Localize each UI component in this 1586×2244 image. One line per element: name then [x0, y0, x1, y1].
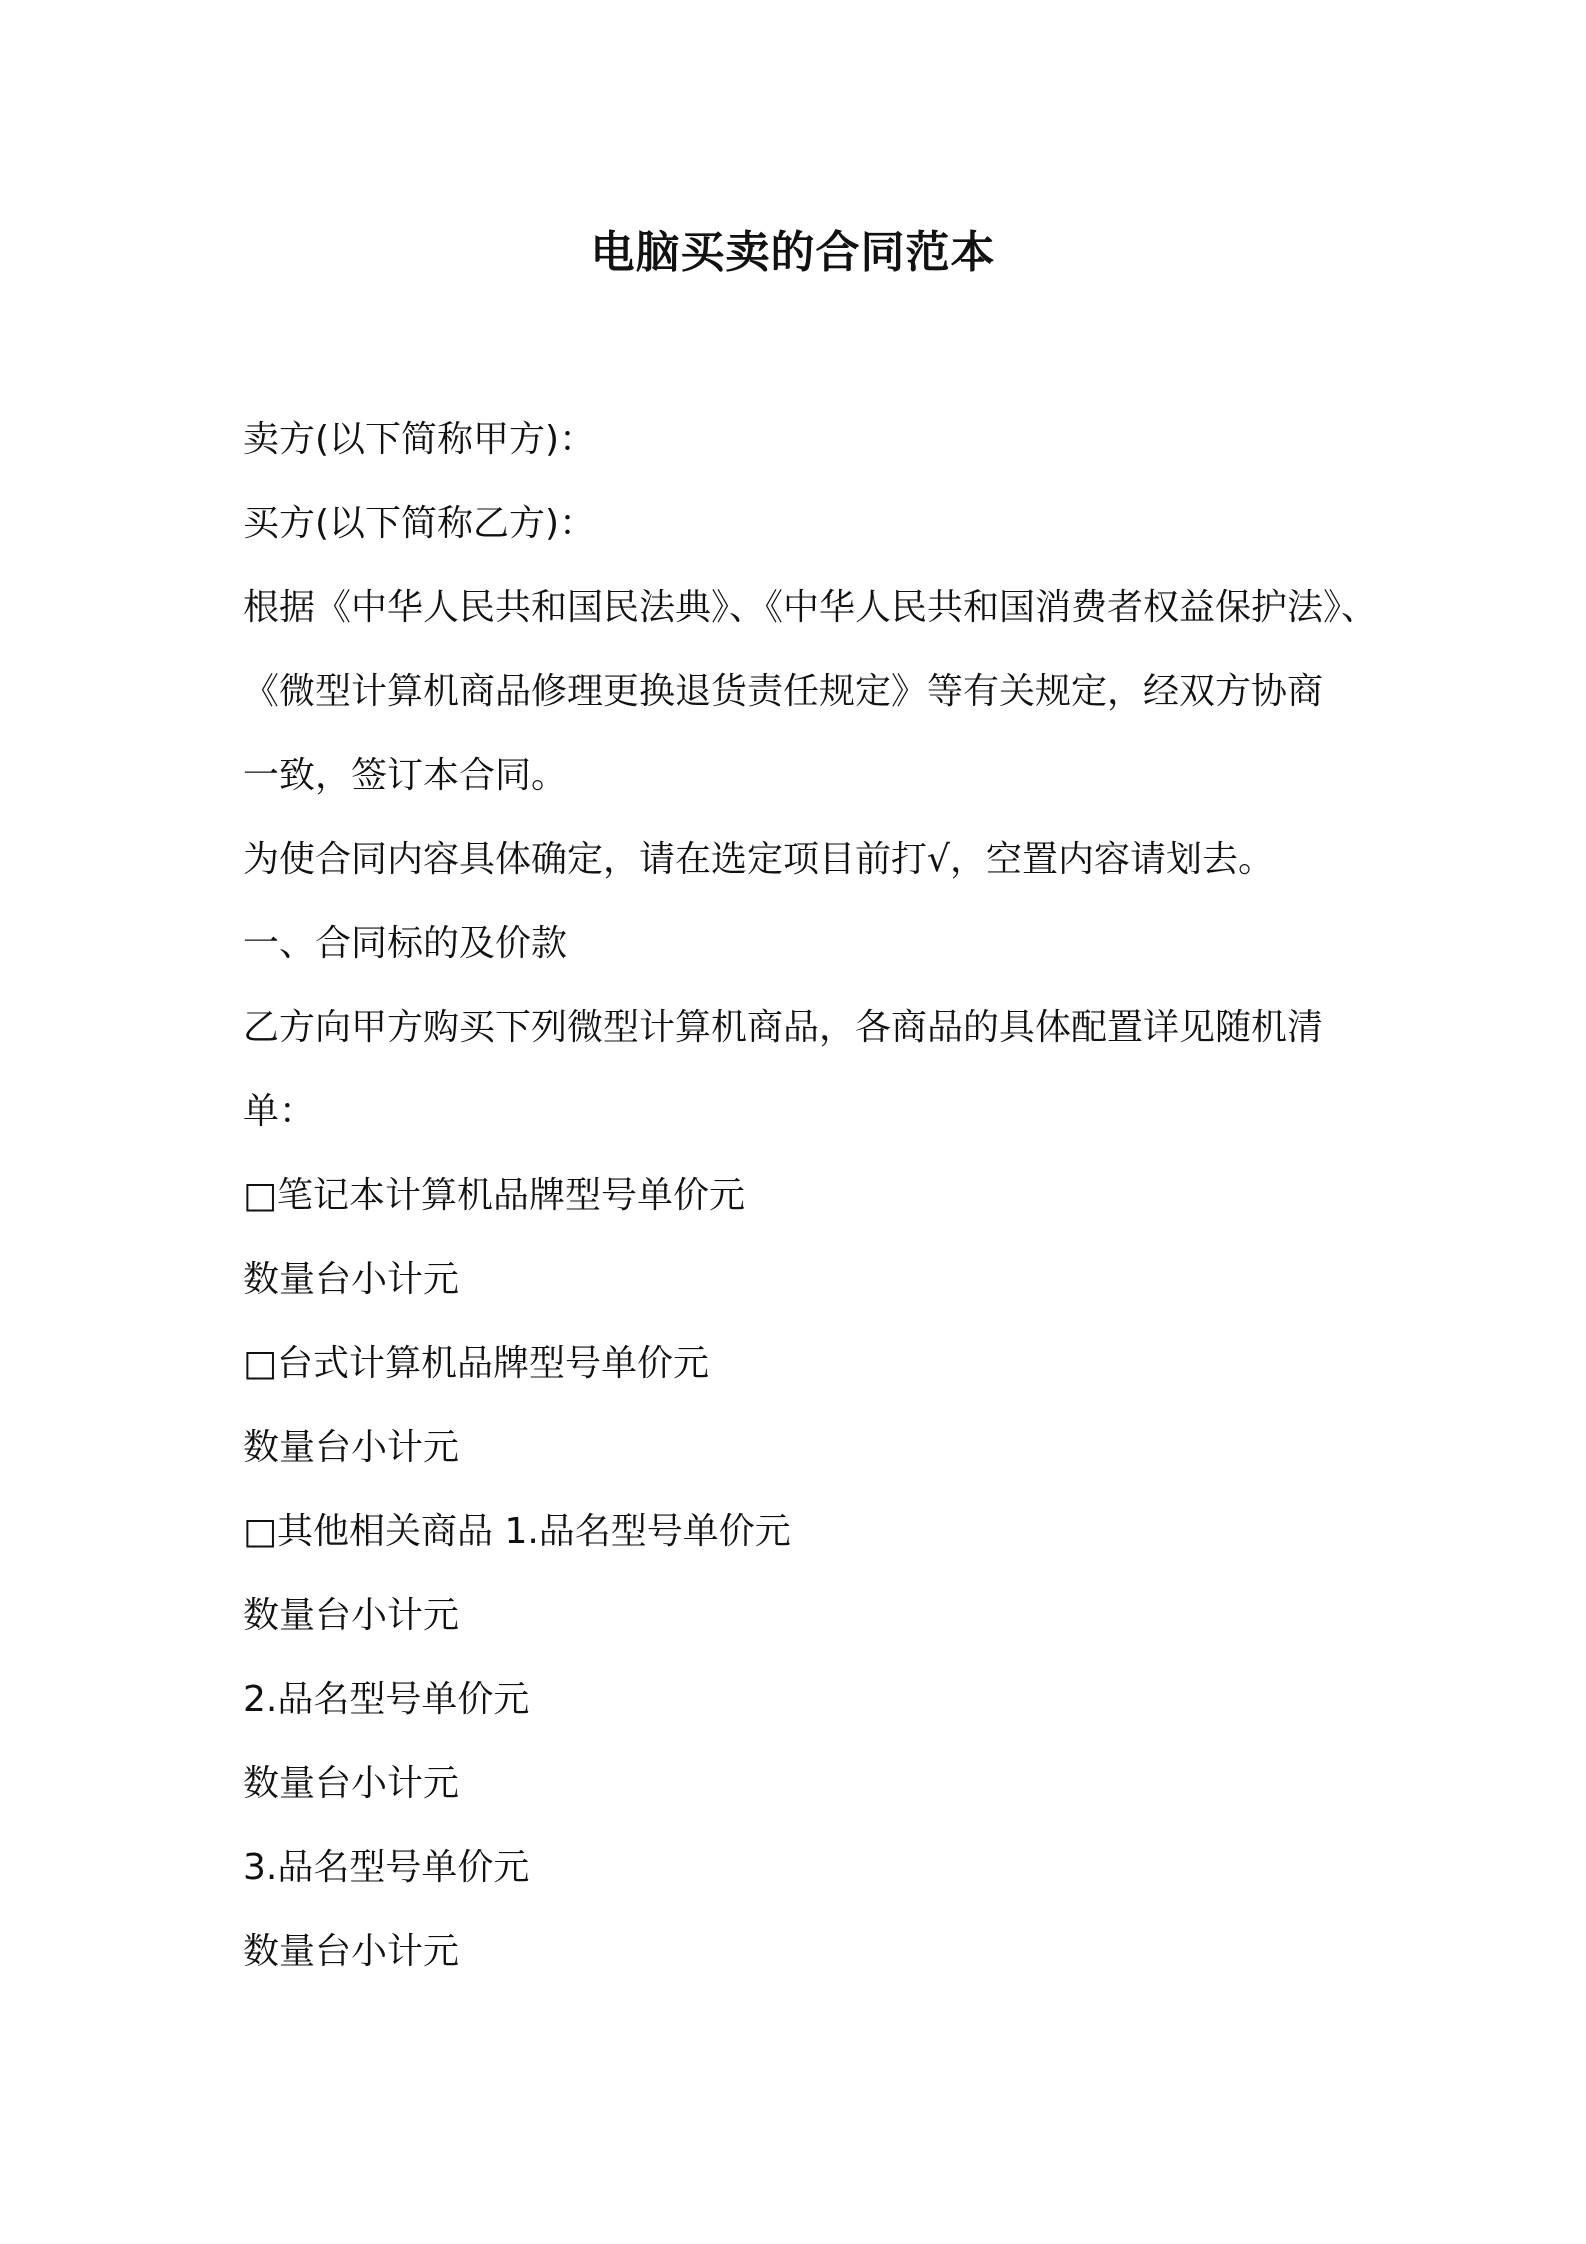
desktop-item-line: □台式计算机品牌型号单价元	[243, 1343, 710, 1384]
other-item-2-quantity-line: 数量台小计元	[243, 1763, 460, 1804]
desktop-quantity-line: 数量台小计元	[243, 1427, 460, 1468]
other-item-2-line: 2.品名型号单价元	[243, 1679, 530, 1720]
preamble-line-3: 一致，签订本合同。	[243, 755, 568, 796]
preamble-line-1: 根据《中华人民共和国民法典》、《中华人民共和国消费者权益保护法》、	[243, 587, 1378, 628]
other-item-1-line: □其他相关商品 1.品名型号单价元	[243, 1511, 791, 1552]
other-item-3-quantity-line: 数量台小计元	[243, 1931, 460, 1972]
other-item-3-line: 3.品名型号单价元	[243, 1847, 530, 1888]
section-heading-1: 一、合同标的及价款	[243, 923, 568, 964]
purchase-intro-line-1: 乙方向甲方购买下列微型计算机商品，各商品的具体配置详见随机清	[243, 1007, 1324, 1048]
buyer-line: 买方(以下简称乙方)：	[243, 503, 596, 544]
document-title: 电脑买卖的合同范本	[590, 227, 996, 278]
purchase-intro-line-2: 单：	[243, 1091, 316, 1132]
preamble-line-2: 《微型计算机商品修理更换退货责任规定》等有关规定，经双方协商	[243, 671, 1324, 712]
document-body	[243, 398, 1378, 1994]
laptop-quantity-line: 数量台小计元	[243, 1259, 460, 1300]
laptop-item-line: □笔记本计算机品牌型号单价元	[243, 1175, 746, 1216]
seller-line: 卖方(以下简称甲方)：	[243, 419, 596, 460]
instruction-line: 为使合同内容具体确定，请在选定项目前打√，空置内容请划去。	[243, 839, 1274, 880]
other-item-1-quantity-line: 数量台小计元	[243, 1595, 460, 1636]
